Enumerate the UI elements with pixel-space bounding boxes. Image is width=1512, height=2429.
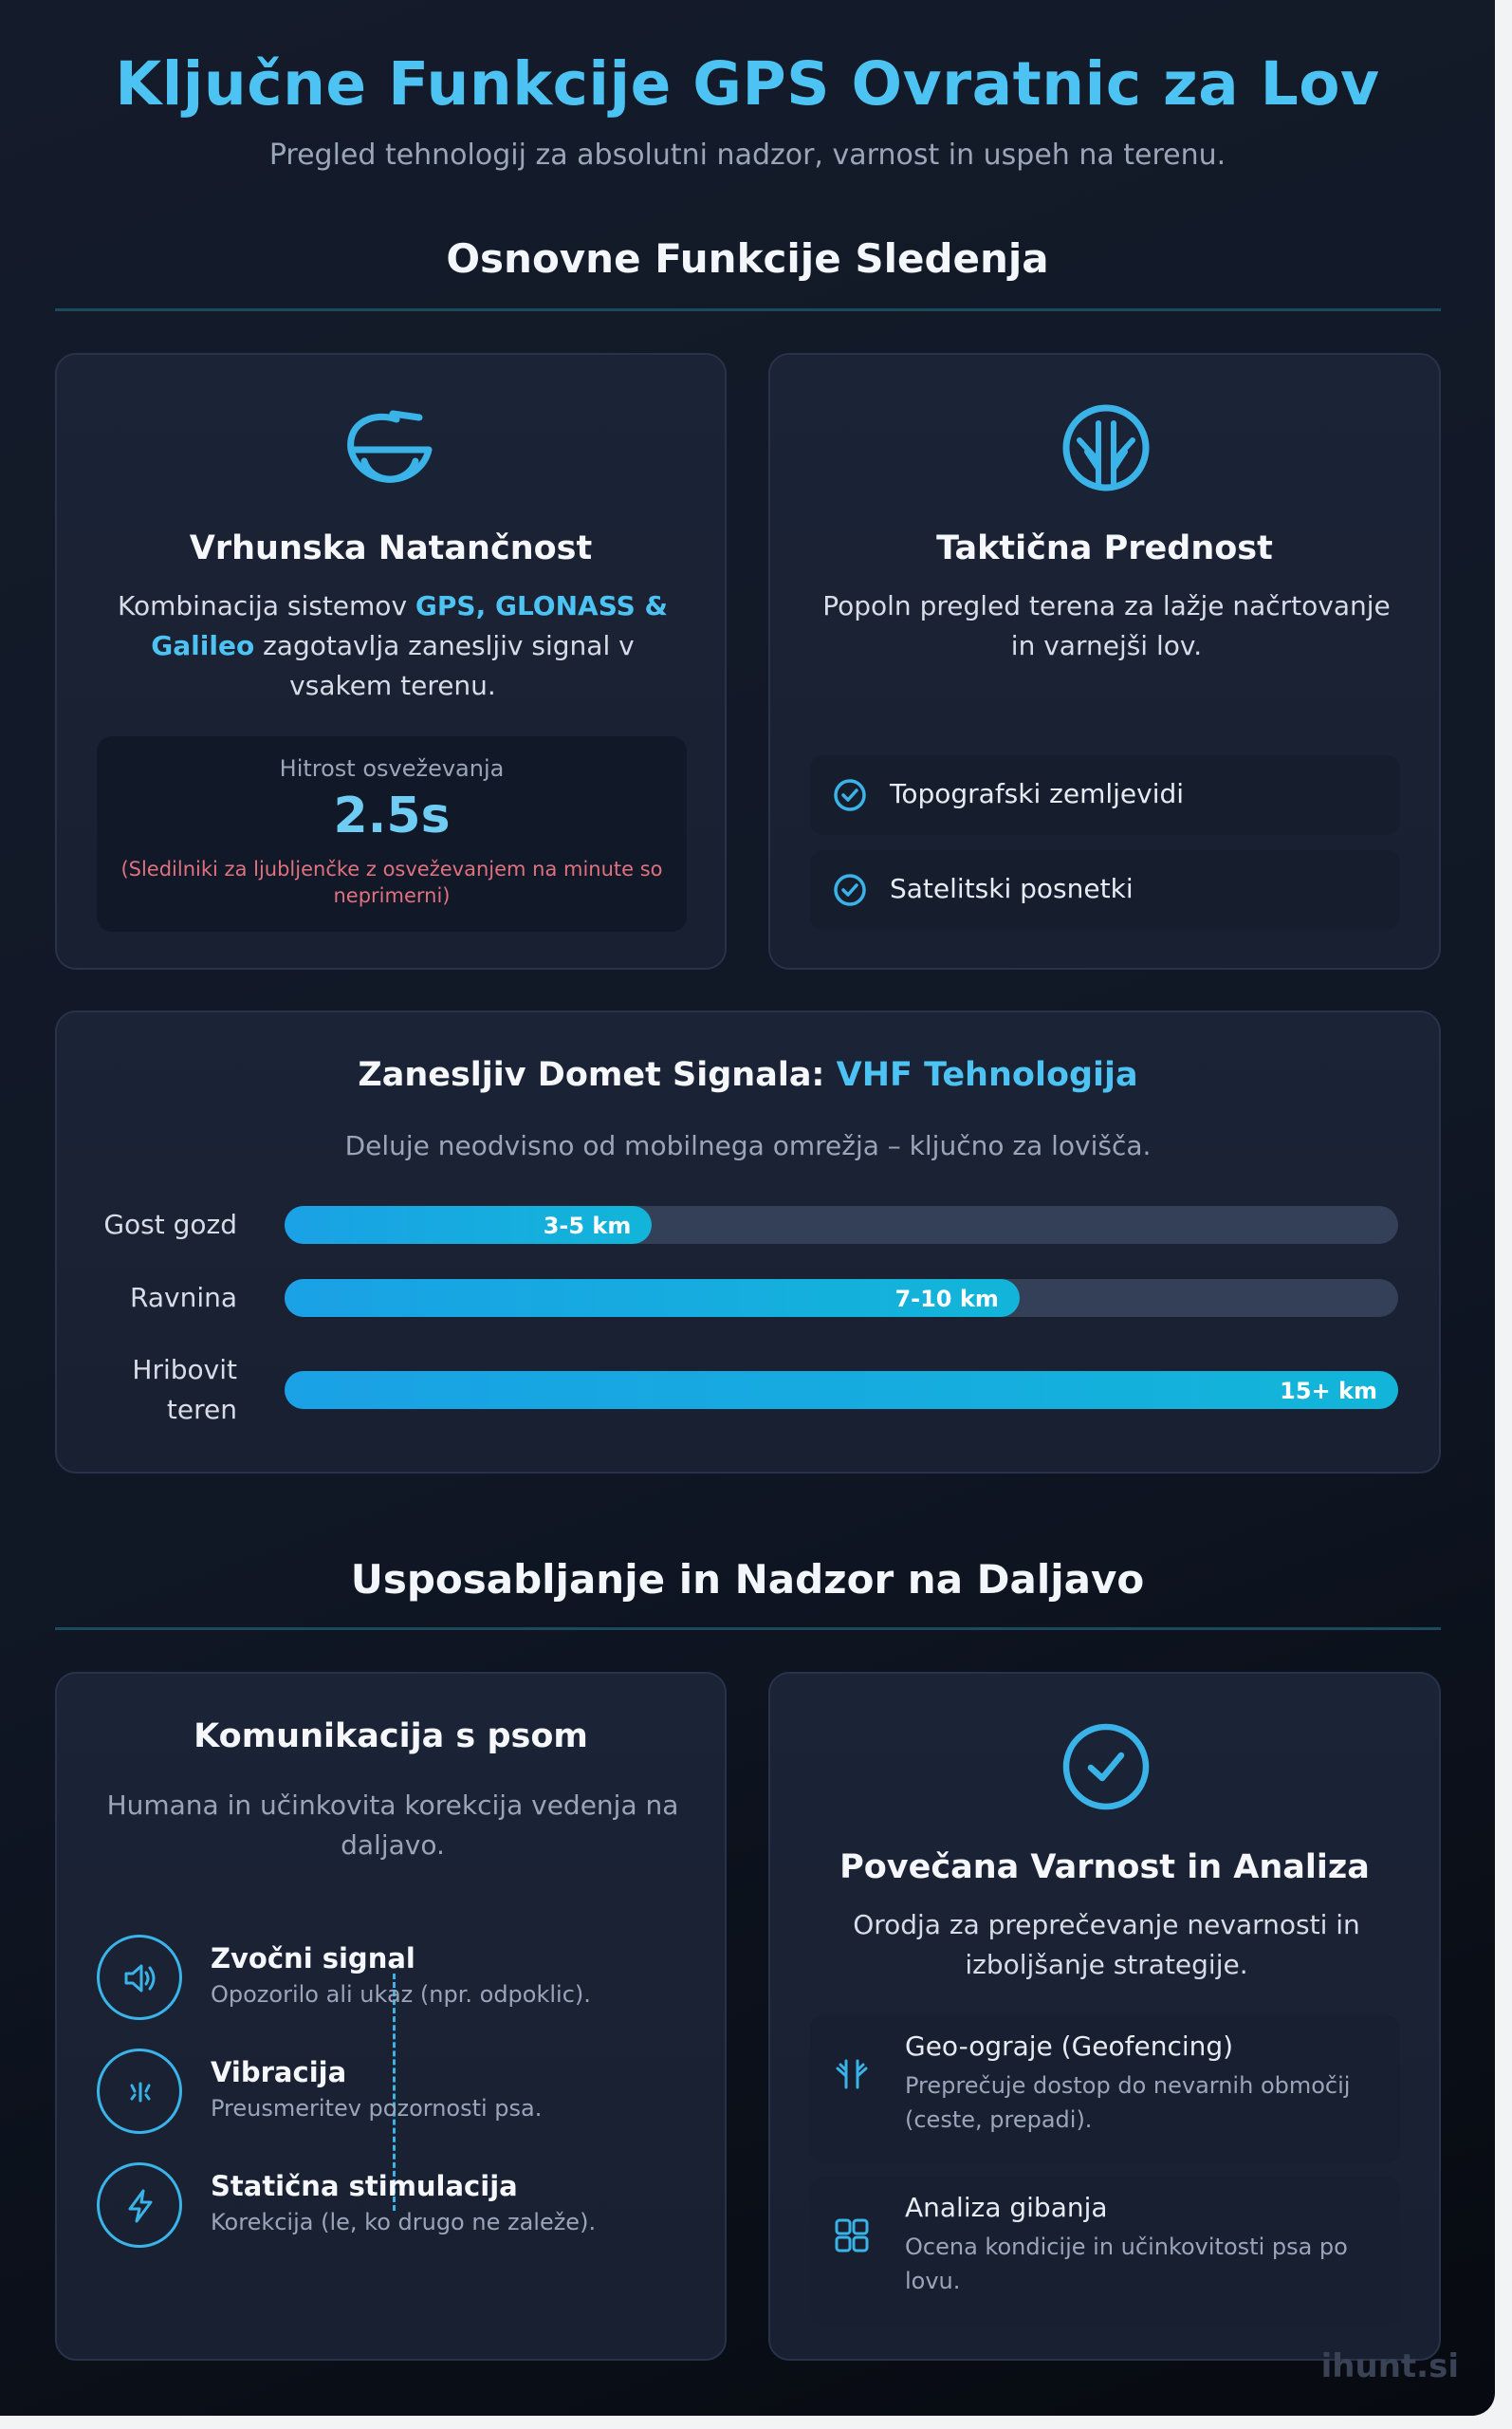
safety-item-description: Ocena kondicije in učinkovitosti psa po lovu. — [905, 2234, 1348, 2294]
feature-icon-circle — [97, 1935, 182, 2020]
grid-icon — [833, 2216, 871, 2258]
bar-fill-forest — [285, 1206, 652, 1244]
feature-title: Zvočni signal — [211, 1942, 415, 1975]
signal-subtitle: Deluje neodvisno od mobilnega omrežja – ključno za lovišča. — [344, 1130, 1152, 1161]
feature-icon-circle — [97, 2162, 182, 2248]
safety-title: Povečana Varnost in Analiza — [839, 1848, 1370, 1886]
refresh-rate-label: Hitrost osveževanja — [279, 755, 505, 782]
vibration-icon — [120, 2072, 160, 2112]
bar-fill-hills — [285, 1371, 1398, 1409]
safety-item-geofencing — [810, 2015, 1400, 2163]
feature-description: Preusmeritev pozornosti psa. — [211, 2095, 543, 2122]
communication-title: Komunikacija s psom — [194, 1717, 588, 1755]
precision-title: Vrhunska Natančnost — [189, 529, 593, 567]
feature-icon-circle — [97, 2049, 182, 2134]
signal-title: Zanesljiv Domet Signala: VHF Tehnologija — [358, 1056, 1138, 1094]
safety-item-title: Analiza gibanja — [905, 2192, 1108, 2223]
section-title-training: Usposabljanje in Nadzor na Daljavo — [350, 1556, 1145, 1603]
page-title: Ključne Funkcije GPS Ovratnic za Lov — [115, 49, 1380, 119]
section-divider — [55, 308, 1441, 311]
bar-track-plain — [285, 1279, 1398, 1317]
refresh-rate-box — [97, 736, 687, 932]
tactical-card — [768, 353, 1441, 970]
gnss-systems-highlight: GPS, GLONASS & Galileo — [151, 590, 668, 661]
fence-icon — [833, 2055, 871, 2097]
bar-value: 7-10 km — [894, 1286, 999, 1312]
communication-card — [55, 1672, 727, 2361]
bar-track-hills — [285, 1371, 1398, 1409]
feature-item-satellite — [810, 850, 1400, 930]
signal-range-card — [55, 1011, 1441, 1474]
precision-description: Kombinacija sistemov GPS, GLONASS & Galileo zagotavlja zanesljiv signal v vsakem terenu. — [118, 590, 668, 701]
check-icon — [833, 873, 867, 911]
refresh-rate-value: 2.5s — [333, 788, 451, 844]
section-divider — [55, 1627, 1441, 1630]
bar-label-plain: Ravnina — [130, 1282, 237, 1313]
communication-description: Humana in učinkovita korekcija vedenja na daljavo. — [106, 1789, 679, 1861]
feature-description: Opozorilo ali ukaz (npr. odpoklic). — [211, 1981, 591, 2008]
bar-value: 15+ km — [1280, 1378, 1377, 1404]
feature-item-topographic — [810, 755, 1400, 835]
feature-title: Vibracija — [211, 2056, 347, 2088]
feature-item-label: Topografski zemljevidi — [890, 778, 1185, 809]
vhf-highlight: VHF Tehnologija — [836, 1056, 1138, 1094]
check-circle-icon — [1060, 1721, 1152, 1812]
section-title-tracking: Osnovne Funkcije Sledenja — [446, 235, 1049, 282]
bar-label-forest: Gost gozd — [103, 1209, 237, 1240]
feature-item-label: Satelitski posnetki — [890, 873, 1134, 904]
watermark-logo: ihunt.si — [1320, 2347, 1459, 2385]
refresh-rate-note: (Sledilniki za ljubljenčke z osveževanjem na minute so neprimerni) — [120, 858, 663, 907]
forest-compass-icon — [1060, 402, 1152, 493]
tactical-title: Taktična Prednost — [936, 529, 1273, 567]
safety-description: Orodja za preprečevanje nevarnosti in izboljšanje strategije. — [853, 1909, 1360, 1980]
bar-value: 3-5 km — [543, 1213, 632, 1239]
feature-title: Statična stimulacija — [211, 2170, 518, 2202]
lightning-icon — [120, 2186, 160, 2226]
tactical-description: Popoln pregled terena za lažje načrtovanje in varnejši lov. — [822, 590, 1391, 661]
feature-description: Korekcija (le, ko drugo ne zaleže). — [211, 2209, 597, 2235]
speaker-icon — [120, 1958, 160, 1998]
safety-item-title: Geo-ograje (Geofencing) — [905, 2030, 1234, 2062]
page-subtitle: Pregled tehnologij za absolutni nadzor, varnost in uspeh na terenu. — [268, 139, 1226, 172]
safety-item-description: Preprečuje dostop do nevarnih območij (ceste, prepadi). — [905, 2072, 1351, 2133]
bar-fill-plain — [285, 1279, 1020, 1317]
check-icon — [833, 778, 867, 816]
bar-label-hills: Hribovit teren — [132, 1354, 237, 1425]
bar-track-forest — [285, 1206, 1398, 1244]
safety-card — [768, 1672, 1441, 2361]
safety-item-analysis — [810, 2177, 1400, 2325]
satellite-dish-icon — [338, 404, 442, 499]
precision-card — [55, 353, 727, 970]
